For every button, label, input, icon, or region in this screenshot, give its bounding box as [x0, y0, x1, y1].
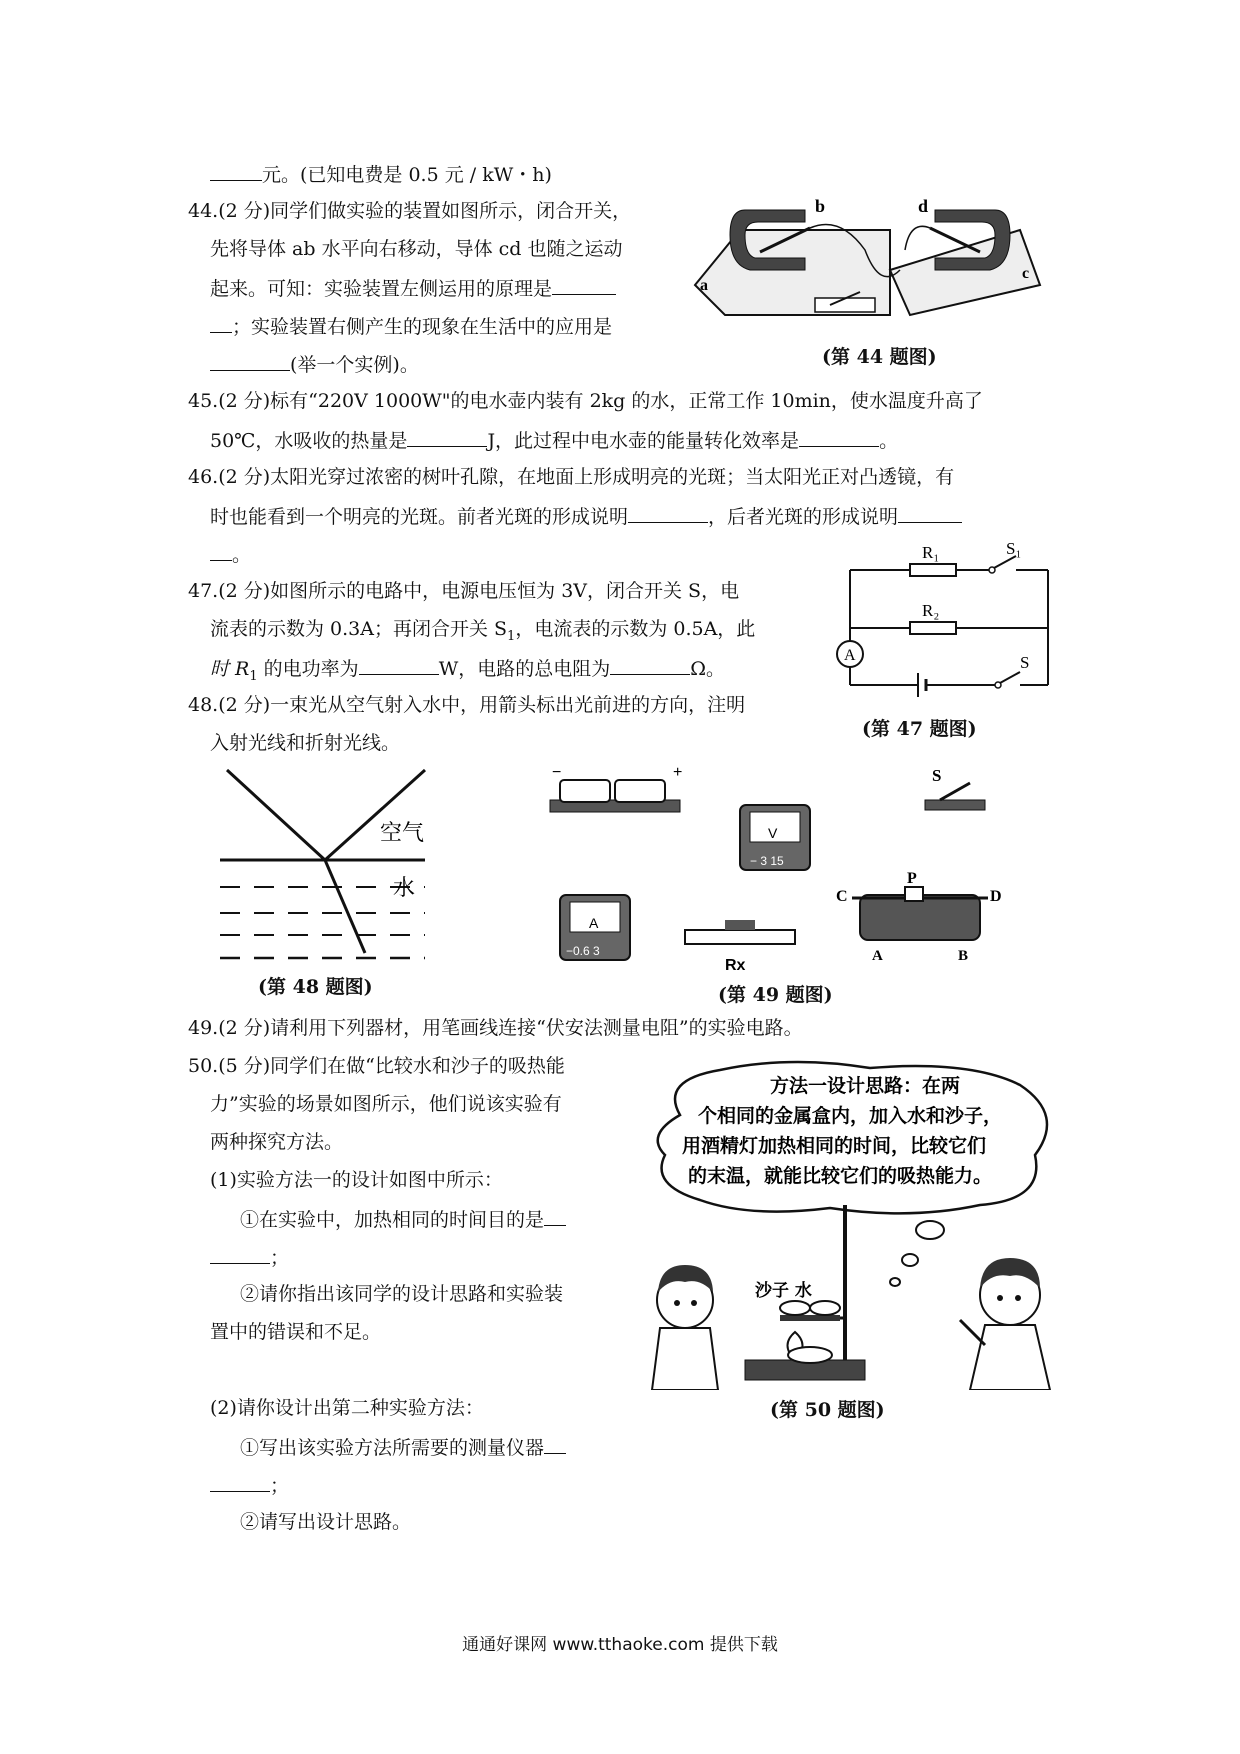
voltmeter-scale: − 3 15: [750, 854, 784, 868]
label-s: S: [1020, 653, 1030, 672]
q45-line-2: 50℃，水吸收的热量是 J，此过程中电水壶的能量转化效率是 。: [210, 426, 898, 454]
answer-blank[interactable]: [544, 1205, 566, 1226]
q44-figure: [690, 190, 1050, 330]
resistor-r2: [910, 622, 956, 634]
q50-line-7: ②请你指出该同学的设计思路和实验装: [240, 1283, 564, 1305]
label-r1: R₁: [922, 543, 940, 562]
resistor-r1: [910, 564, 956, 576]
label-r2: R₂: [922, 601, 940, 620]
q49-caption: (第 49 题图): [718, 984, 833, 1006]
rheostat-d: D: [990, 888, 1002, 905]
q47-line-2: 流表的示数为 0.3A；再闭合开关 $S_1$，电流表的示数为 0.5A，此: [210, 618, 756, 644]
q50-line-2: 力”实验的场景如图所示，他们说该实验有: [210, 1093, 562, 1115]
ammeter-label: A: [844, 647, 856, 664]
label-air: 空气: [380, 821, 425, 846]
answer-blank[interactable]: [210, 160, 262, 181]
q50-line-12: ②请写出设计思路。: [240, 1511, 412, 1533]
answer-blank[interactable]: [210, 312, 232, 333]
q46-line-3: 。: [210, 540, 251, 568]
bubble-line-4: 的末温，就能比较它们的吸热能力。: [688, 1165, 993, 1187]
q50-line-5: ①在实验中，加热相同的时间目的是: [240, 1205, 566, 1233]
ammeter-scale: −0.6 3: [566, 944, 600, 958]
bubble-line-1: 方法一设计思路：在两: [770, 1075, 961, 1097]
switch: [925, 766, 985, 810]
q44-line-3: 起来。可知：实验装置左侧运用的原理是: [210, 274, 616, 302]
rheostat-p: P: [907, 870, 917, 887]
q48-caption: (第 48 题图): [258, 976, 373, 998]
answer-blank[interactable]: [552, 274, 616, 295]
q50-line-9: (2)请你设计出第二种实验方法：: [210, 1397, 484, 1419]
answer-blank[interactable]: [544, 1433, 566, 1454]
answer-blank[interactable]: [210, 1243, 270, 1264]
q47-line-1: 47.(2 分)如图所示的电路中，电源电压恒为 3V，闭合开关 S，电: [188, 580, 740, 602]
q50-line-8: 置中的错误和不足。: [210, 1321, 382, 1343]
label-d: d: [918, 196, 929, 216]
battery-plus: +: [673, 765, 683, 781]
voltmeter-label: V: [768, 825, 778, 841]
q44-caption: (第 44 题图): [822, 346, 937, 368]
q44-line-4: ；实验装置右侧产生的现象在生活中的应用是: [210, 312, 612, 340]
q48-figure: [215, 765, 430, 965]
answer-blank[interactable]: [610, 654, 690, 675]
rheostat-c: C: [836, 888, 848, 905]
q44-line-1: 44.(2 分)同学们做实验的装置如图所示，闭合开关，: [188, 200, 632, 222]
q50-figure: [640, 1060, 1060, 1390]
label-water: 水: [393, 876, 416, 901]
child-left: [652, 1265, 718, 1390]
q46-line-1: 46.(2 分)太阳光穿过浓密的树叶孔隙，在地面上形成明亮的光斑；当太阳光正对凸透镜，有: [188, 466, 955, 488]
answer-blank[interactable]: [210, 1471, 270, 1492]
answer-blank[interactable]: [628, 502, 708, 523]
q47-circuit: [820, 540, 1060, 710]
q49-figure: [540, 765, 1010, 980]
q48-line-1: 48.(2 分)一束光从空气射入水中，用箭头标出光前进的方向，注明: [188, 694, 746, 716]
answer-blank[interactable]: [359, 654, 439, 675]
battery-pack: [550, 765, 682, 812]
q44-line-5: (举一个实例)。: [210, 350, 419, 378]
q44-line-2: 先将导体 ab 水平向右移动，导体 cd 也随之运动: [210, 238, 623, 260]
bubble-line-3: 用酒精灯加热相同的时间，比较它们: [682, 1135, 987, 1157]
label-s1: S₁: [1006, 540, 1022, 558]
child-right: [960, 1258, 1050, 1390]
q50-line-11: ；: [210, 1471, 289, 1499]
ammeter-device: [560, 895, 630, 960]
q49-text: 49.(2 分)请利用下列器材，用笔画线连接“伏安法测量电阻”的实验电路。: [188, 1017, 803, 1039]
q47-caption: (第 47 题图): [862, 718, 977, 740]
q50-line-4: (1)实验方法一的设计如图中所示：: [210, 1169, 503, 1191]
rheostat-a: A: [872, 948, 883, 964]
label-b: b: [815, 196, 826, 216]
switch-label: S: [932, 766, 942, 785]
q50-caption: (第 50 题图): [770, 1399, 885, 1421]
q47-line-3: 时 $R_1$ 的电功率为 W，电路的总电阻为 Ω。: [210, 654, 725, 690]
q43-tail: 元。(已知电费是 0.5 元 / kW・h): [210, 160, 552, 188]
q50-line-6: ；: [210, 1243, 289, 1271]
bubble-line-2: 个相同的金属盒内，加入水和沙子，: [698, 1105, 1003, 1127]
rheostat: [836, 870, 1002, 964]
voltmeter: [740, 805, 810, 870]
ammeter-device-label: A: [589, 915, 599, 931]
answer-blank[interactable]: [210, 350, 290, 371]
answer-blank[interactable]: [898, 502, 962, 523]
battery-minus: −: [552, 765, 562, 781]
q45-line-1: 45.(2 分)标有“220V 1000W"的电水壶内装有 2kg 的水，正常工作 10min，使水温度升高了: [188, 390, 983, 412]
q50-line-10: ①写出该实验方法所需要的测量仪器: [240, 1433, 566, 1461]
answer-blank[interactable]: [799, 426, 879, 447]
q48-line-2: 入射光线和折射光线。: [210, 732, 401, 754]
rheostat-b: B: [958, 948, 969, 964]
rx-label: Rx: [725, 957, 746, 974]
q46-line-2: 时也能看到一个明亮的光斑。前者光斑的形成说明 ，后者光斑的形成说明: [210, 502, 962, 530]
answer-blank[interactable]: [407, 426, 487, 447]
answer-blank[interactable]: [210, 540, 232, 561]
q50-line-1: 50.(5 分)同学们在做“比较水和沙子的吸热能: [188, 1055, 565, 1077]
label-c: c: [1022, 265, 1030, 282]
q50-line-3: 两种探究方法。: [210, 1131, 344, 1153]
label-a: a: [700, 277, 708, 294]
page-footer: 通通好课网 www.tthaoke.com 提供下载: [462, 1635, 778, 1655]
cups-label: 沙子 水: [755, 1281, 812, 1301]
resistor-rx: [685, 920, 795, 974]
